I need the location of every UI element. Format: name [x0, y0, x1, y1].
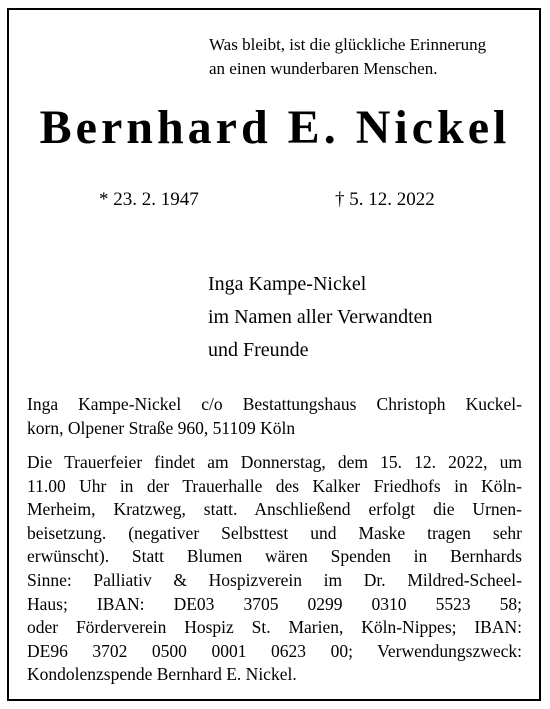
- quote-line: Was bleibt, ist die glückliche Erinnerung: [209, 35, 487, 54]
- notice-line: beisetzung. (negativer Selbsttest und Maske tragen sehr: [27, 522, 522, 543]
- notice-line: 11.00 Uhr in der Trauerhalle des Kalker Friedhofs in Köln-: [27, 475, 522, 496]
- quote-line: an einen wunderbaren Menschen.: [209, 59, 438, 78]
- mourner-line: und Freunde: [208, 339, 309, 361]
- funeral-notice-text: [27, 451, 522, 687]
- notice-line: Die Trauerfeier findet am Donnerstag, dem 15. 12. 2022, um: [27, 452, 522, 472]
- notice-line: Sinne: Palliativ & Hospizverein im Dr. Mildred-Scheel-: [27, 569, 522, 590]
- notice-line: oder Förderverein Hospiz St. Marien, Köln-Nippes; IBAN:: [27, 617, 522, 638]
- notice-line: erwünscht). Statt Blumen wären Spenden in Bernhards: [27, 546, 522, 567]
- birth-date: * 23. 2. 1947: [99, 189, 199, 210]
- notice-line: Haus; IBAN: DE03 3705 0299 0310 5523 58;: [27, 593, 522, 614]
- mourner-line: im Namen aller Verwandten: [208, 306, 433, 328]
- memorial-quote: [209, 33, 529, 81]
- address-line: korn, Olpener Straße 960, 51109 Köln: [27, 417, 296, 438]
- notice-line: Kondolenzspende Bernhard E. Nickel.: [27, 664, 297, 685]
- address-line: Inga Kampe-Nickel c/o Bestattungshaus Christoph Kuckel-: [27, 394, 522, 414]
- mourners-block: [208, 268, 433, 367]
- mourner-line: Inga Kampe-Nickel: [208, 273, 367, 295]
- notice-line: DE96 3702 0500 0001 0623 00; Verwendungszweck:: [27, 640, 522, 661]
- notice-line: Merheim, Kratzweg, statt. Anschließend erfolgt die Urnen-: [27, 499, 522, 520]
- contact-address: [27, 393, 522, 440]
- death-date: † 5. 12. 2022: [335, 189, 435, 210]
- deceased-name: Bernhard E. Nickel: [39, 101, 511, 154]
